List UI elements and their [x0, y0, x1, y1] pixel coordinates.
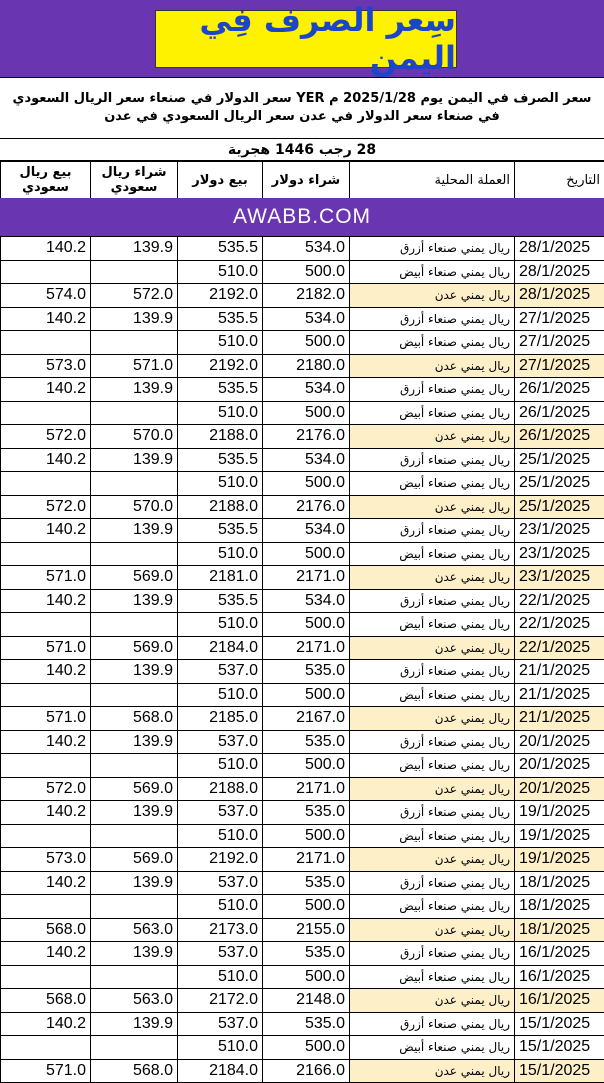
table-row	[1, 331, 604, 355]
cell-sell-usd: 535.5	[178, 519, 263, 543]
hijri-date-text: 28 رجب 1446 هجرية	[228, 142, 376, 158]
cell-buy-usd: 535.0	[263, 1012, 350, 1036]
table-row	[1, 801, 604, 825]
table-row	[1, 777, 604, 801]
table-row	[1, 284, 604, 308]
cell-buy-sar: 139.9	[91, 871, 178, 895]
header-buy-usd: شراء دولار	[263, 162, 350, 199]
cell-date: 19/1/2025	[515, 824, 604, 848]
table-row	[1, 378, 604, 402]
cell-buy-usd: 2171.0	[263, 636, 350, 660]
cell-buy-sar: 572.0	[91, 284, 178, 308]
cell-buy-sar: 569.0	[91, 636, 178, 660]
cell-date: 27/1/2025	[515, 307, 604, 331]
cell-date: 25/1/2025	[515, 448, 604, 472]
table-row	[1, 472, 604, 496]
cell-sell-sar: 573.0	[1, 354, 91, 378]
cell-sell-sar: 140.2	[1, 801, 91, 825]
cell-buy-usd: 500.0	[263, 683, 350, 707]
cell-date: 22/1/2025	[515, 589, 604, 613]
cell-sell-usd: 535.5	[178, 378, 263, 402]
cell-buy-sar	[91, 1036, 178, 1060]
table-row	[1, 942, 604, 966]
cell-date: 25/1/2025	[515, 472, 604, 496]
cell-buy-usd: 534.0	[263, 237, 350, 261]
cell-buy-sar	[91, 613, 178, 637]
cell-buy-usd: 2148.0	[263, 989, 350, 1013]
cell-currency: ريال يمني صنعاء أبيض	[350, 895, 515, 919]
cell-buy-usd: 534.0	[263, 307, 350, 331]
cell-buy-sar: 139.9	[91, 519, 178, 543]
cell-buy-usd: 535.0	[263, 801, 350, 825]
cell-buy-usd: 535.0	[263, 660, 350, 684]
cell-buy-usd: 500.0	[263, 542, 350, 566]
cell-currency: ريال يمني صنعاء أبيض	[350, 542, 515, 566]
cell-date: 15/1/2025	[515, 1012, 604, 1036]
cell-sell-usd: 537.0	[178, 1012, 263, 1036]
cell-sell-sar: 140.2	[1, 871, 91, 895]
cell-buy-usd: 500.0	[263, 472, 350, 496]
table-row	[1, 1036, 604, 1060]
watermark-text: AWABB.COM	[233, 205, 371, 229]
cell-buy-sar	[91, 401, 178, 425]
cell-buy-sar: 139.9	[91, 801, 178, 825]
cell-sell-usd: 2184.0	[178, 1059, 263, 1083]
cell-buy-usd: 535.0	[263, 730, 350, 754]
cell-buy-sar: 139.9	[91, 730, 178, 754]
cell-buy-usd: 500.0	[263, 331, 350, 355]
cell-currency: ريال يمني صنعاء أبيض	[350, 1036, 515, 1060]
cell-buy-usd: 534.0	[263, 448, 350, 472]
cell-date: 22/1/2025	[515, 636, 604, 660]
cell-sell-usd: 510.0	[178, 613, 263, 637]
cell-buy-sar: 568.0	[91, 707, 178, 731]
cell-sell-usd: 510.0	[178, 331, 263, 355]
cell-currency: ريال يمني عدن	[350, 777, 515, 801]
cell-date: 21/1/2025	[515, 660, 604, 684]
cell-buy-usd: 2176.0	[263, 495, 350, 519]
cell-sell-sar	[1, 472, 91, 496]
cell-buy-usd: 2171.0	[263, 848, 350, 872]
cell-sell-usd: 510.0	[178, 824, 263, 848]
cell-sell-usd: 2192.0	[178, 354, 263, 378]
cell-date: 23/1/2025	[515, 566, 604, 590]
cell-sell-sar: 574.0	[1, 284, 91, 308]
cell-date: 19/1/2025	[515, 848, 604, 872]
cell-sell-usd: 510.0	[178, 965, 263, 989]
cell-date: 19/1/2025	[515, 801, 604, 825]
cell-buy-usd: 500.0	[263, 895, 350, 919]
column-header	[0, 161, 604, 199]
cell-sell-usd: 510.0	[178, 1036, 263, 1060]
cell-sell-usd: 537.0	[178, 730, 263, 754]
table-row	[1, 730, 604, 754]
cell-buy-usd: 2167.0	[263, 707, 350, 731]
cell-sell-sar: 571.0	[1, 636, 91, 660]
cell-date: 18/1/2025	[515, 918, 604, 942]
cell-sell-sar: 140.2	[1, 589, 91, 613]
cell-sell-sar	[1, 895, 91, 919]
cell-buy-sar	[91, 472, 178, 496]
cell-currency: ريال يمني عدن	[350, 636, 515, 660]
cell-sell-sar	[1, 260, 91, 284]
cell-sell-usd: 2184.0	[178, 636, 263, 660]
cell-currency: ريال يمني صنعاء أزرق	[350, 448, 515, 472]
table-row	[1, 354, 604, 378]
cell-buy-sar: 139.9	[91, 237, 178, 261]
cell-currency: ريال يمني صنعاء أبيض	[350, 824, 515, 848]
table-row	[1, 613, 604, 637]
cell-currency: ريال يمني عدن	[350, 989, 515, 1013]
cell-date: 28/1/2025	[515, 237, 604, 261]
cell-sell-sar: 140.2	[1, 237, 91, 261]
cell-sell-sar: 140.2	[1, 307, 91, 331]
cell-buy-usd: 500.0	[263, 824, 350, 848]
table-row	[1, 660, 604, 684]
cell-sell-usd: 2188.0	[178, 495, 263, 519]
cell-buy-usd: 500.0	[263, 754, 350, 778]
cell-buy-sar: 563.0	[91, 989, 178, 1013]
cell-buy-sar: 139.9	[91, 307, 178, 331]
cell-date: 21/1/2025	[515, 707, 604, 731]
cell-currency: ريال يمني عدن	[350, 284, 515, 308]
cell-currency: ريال يمني صنعاء أزرق	[350, 237, 515, 261]
table-row	[1, 425, 604, 449]
cell-sell-sar: 140.2	[1, 519, 91, 543]
cell-currency: ريال يمني صنعاء أزرق	[350, 871, 515, 895]
cell-date: 26/1/2025	[515, 425, 604, 449]
cell-sell-usd: 535.5	[178, 448, 263, 472]
table-row	[1, 683, 604, 707]
cell-currency: ريال يمني عدن	[350, 707, 515, 731]
cell-date: 22/1/2025	[515, 613, 604, 637]
cell-currency: ريال يمني صنعاء أبيض	[350, 683, 515, 707]
cell-currency: ريال يمني عدن	[350, 566, 515, 590]
cell-sell-sar	[1, 965, 91, 989]
banner-title-box	[155, 10, 457, 68]
table-row	[1, 260, 604, 284]
cell-sell-sar: 140.2	[1, 660, 91, 684]
cell-sell-sar: 568.0	[1, 989, 91, 1013]
cell-sell-sar: 140.2	[1, 942, 91, 966]
cell-sell-sar	[1, 613, 91, 637]
cell-currency: ريال يمني صنعاء أزرق	[350, 519, 515, 543]
cell-sell-usd: 2188.0	[178, 425, 263, 449]
cell-date: 15/1/2025	[515, 1059, 604, 1083]
cell-date: 28/1/2025	[515, 284, 604, 308]
table-row	[1, 307, 604, 331]
table-row	[1, 495, 604, 519]
table-row	[1, 401, 604, 425]
cell-sell-usd: 510.0	[178, 754, 263, 778]
cell-buy-usd: 2166.0	[263, 1059, 350, 1083]
cell-buy-usd: 500.0	[263, 965, 350, 989]
cell-buy-sar	[91, 542, 178, 566]
cell-date: 18/1/2025	[515, 895, 604, 919]
header-date: التاريخ	[515, 162, 604, 199]
cell-buy-sar: 569.0	[91, 777, 178, 801]
cell-sell-sar: 571.0	[1, 566, 91, 590]
cell-currency: ريال يمني عدن	[350, 848, 515, 872]
header-sell-usd: بيع دولار	[178, 162, 263, 199]
cell-sell-usd: 2173.0	[178, 918, 263, 942]
cell-currency: ريال يمني صنعاء أزرق	[350, 730, 515, 754]
cell-currency: ريال يمني صنعاء أزرق	[350, 1012, 515, 1036]
cell-sell-sar: 140.2	[1, 1012, 91, 1036]
cell-buy-usd: 534.0	[263, 378, 350, 402]
cell-currency: ريال يمني عدن	[350, 1059, 515, 1083]
cell-sell-sar: 571.0	[1, 707, 91, 731]
cell-sell-usd: 510.0	[178, 895, 263, 919]
rates-table	[0, 236, 604, 1083]
cell-sell-usd: 535.5	[178, 589, 263, 613]
cell-buy-sar	[91, 260, 178, 284]
table-row	[1, 542, 604, 566]
cell-sell-usd: 2192.0	[178, 284, 263, 308]
table-row	[1, 707, 604, 731]
table-row	[1, 519, 604, 543]
cell-sell-sar	[1, 683, 91, 707]
cell-currency: ريال يمني صنعاء أبيض	[350, 754, 515, 778]
cell-date: 20/1/2025	[515, 754, 604, 778]
cell-sell-sar	[1, 542, 91, 566]
cell-currency: ريال يمني صنعاء أزرق	[350, 942, 515, 966]
cell-sell-sar	[1, 1036, 91, 1060]
table-row	[1, 848, 604, 872]
cell-date: 16/1/2025	[515, 989, 604, 1013]
cell-buy-sar	[91, 965, 178, 989]
cell-sell-usd: 2181.0	[178, 566, 263, 590]
table-row	[1, 1059, 604, 1083]
table-row	[1, 566, 604, 590]
cell-date: 15/1/2025	[515, 1036, 604, 1060]
table-row	[1, 448, 604, 472]
cell-currency: ريال يمني صنعاء أزرق	[350, 801, 515, 825]
cell-currency: ريال يمني عدن	[350, 918, 515, 942]
cell-buy-usd: 2171.0	[263, 777, 350, 801]
cell-date: 18/1/2025	[515, 871, 604, 895]
cell-buy-usd: 500.0	[263, 260, 350, 284]
cell-sell-usd: 537.0	[178, 942, 263, 966]
cell-buy-sar: 570.0	[91, 495, 178, 519]
cell-currency: ريال يمني صنعاء أزرق	[350, 660, 515, 684]
cell-sell-usd: 537.0	[178, 801, 263, 825]
cell-sell-usd: 510.0	[178, 472, 263, 496]
cell-buy-sar: 570.0	[91, 425, 178, 449]
table-row	[1, 636, 604, 660]
cell-buy-usd: 535.0	[263, 942, 350, 966]
cell-buy-sar: 569.0	[91, 566, 178, 590]
cell-currency: ريال يمني عدن	[350, 425, 515, 449]
cell-buy-usd: 500.0	[263, 613, 350, 637]
cell-buy-sar	[91, 683, 178, 707]
cell-sell-usd: 535.5	[178, 237, 263, 261]
cell-currency: ريال يمني صنعاء أبيض	[350, 401, 515, 425]
cell-currency: ريال يمني صنعاء أبيض	[350, 613, 515, 637]
hijri-date	[0, 139, 604, 161]
cell-buy-usd: 534.0	[263, 519, 350, 543]
cell-sell-sar	[1, 824, 91, 848]
table-row	[1, 895, 604, 919]
header-buy-sar: شراء ريال سعودي	[91, 162, 178, 199]
cell-sell-usd: 510.0	[178, 542, 263, 566]
cell-date: 23/1/2025	[515, 542, 604, 566]
cell-sell-sar	[1, 331, 91, 355]
cell-date: 26/1/2025	[515, 401, 604, 425]
table-row	[1, 824, 604, 848]
cell-currency: ريال يمني صنعاء أبيض	[350, 965, 515, 989]
cell-currency: ريال يمني صنعاء أزرق	[350, 307, 515, 331]
cell-buy-usd: 2176.0	[263, 425, 350, 449]
cell-currency: ريال يمني صنعاء أبيض	[350, 472, 515, 496]
cell-date: 16/1/2025	[515, 965, 604, 989]
cell-sell-usd: 510.0	[178, 260, 263, 284]
cell-buy-usd: 535.0	[263, 871, 350, 895]
cell-date: 25/1/2025	[515, 495, 604, 519]
cell-buy-sar: 139.9	[91, 448, 178, 472]
cell-buy-sar: 571.0	[91, 354, 178, 378]
cell-sell-sar: 573.0	[1, 848, 91, 872]
cell-buy-sar	[91, 824, 178, 848]
cell-date: 23/1/2025	[515, 519, 604, 543]
cell-sell-sar: 140.2	[1, 730, 91, 754]
cell-buy-usd: 2155.0	[263, 918, 350, 942]
table-row	[1, 1012, 604, 1036]
headline	[0, 77, 604, 139]
cell-buy-sar	[91, 754, 178, 778]
table-row	[1, 871, 604, 895]
cell-sell-usd: 2188.0	[178, 777, 263, 801]
cell-date: 20/1/2025	[515, 777, 604, 801]
cell-currency: ريال يمني صنعاء أزرق	[350, 378, 515, 402]
cell-sell-sar	[1, 401, 91, 425]
cell-currency: ريال يمني عدن	[350, 495, 515, 519]
table-row	[1, 989, 604, 1013]
cell-date: 26/1/2025	[515, 378, 604, 402]
cell-sell-sar: 572.0	[1, 425, 91, 449]
cell-date: 20/1/2025	[515, 730, 604, 754]
cell-buy-sar	[91, 895, 178, 919]
cell-sell-usd: 535.5	[178, 307, 263, 331]
cell-date: 21/1/2025	[515, 683, 604, 707]
cell-buy-sar: 139.9	[91, 378, 178, 402]
table-row	[1, 589, 604, 613]
table-row	[1, 918, 604, 942]
cell-sell-sar: 140.2	[1, 448, 91, 472]
cell-buy-sar: 139.9	[91, 1012, 178, 1036]
table-row	[1, 754, 604, 778]
cell-buy-sar: 139.9	[91, 660, 178, 684]
cell-buy-sar: 139.9	[91, 589, 178, 613]
cell-buy-usd: 2171.0	[263, 566, 350, 590]
cell-currency: ريال يمني عدن	[350, 354, 515, 378]
cell-currency: ريال يمني صنعاء أبيض	[350, 260, 515, 284]
cell-sell-sar: 140.2	[1, 378, 91, 402]
cell-date: 28/1/2025	[515, 260, 604, 284]
table-row	[1, 965, 604, 989]
cell-buy-usd: 2182.0	[263, 284, 350, 308]
cell-date: 27/1/2025	[515, 331, 604, 355]
banner-title: سِعر الصرف فِي اليمن	[156, 1, 456, 77]
cell-currency: ريال يمني صنعاء أزرق	[350, 589, 515, 613]
cell-buy-sar: 568.0	[91, 1059, 178, 1083]
cell-buy-usd: 2180.0	[263, 354, 350, 378]
cell-date: 27/1/2025	[515, 354, 604, 378]
cell-buy-usd: 500.0	[263, 401, 350, 425]
cell-buy-usd: 500.0	[263, 1036, 350, 1060]
cell-buy-sar: 139.9	[91, 942, 178, 966]
cell-sell-usd: 2185.0	[178, 707, 263, 731]
cell-sell-usd: 537.0	[178, 871, 263, 895]
cell-buy-sar	[91, 331, 178, 355]
cell-buy-usd: 534.0	[263, 589, 350, 613]
cell-sell-sar: 568.0	[1, 918, 91, 942]
cell-sell-sar: 572.0	[1, 777, 91, 801]
cell-buy-sar: 563.0	[91, 918, 178, 942]
table-row	[1, 237, 604, 261]
cell-sell-usd: 2192.0	[178, 848, 263, 872]
cell-sell-usd: 537.0	[178, 660, 263, 684]
cell-date: 16/1/2025	[515, 942, 604, 966]
cell-sell-usd: 510.0	[178, 401, 263, 425]
header-currency: العملة المحلية	[350, 162, 515, 199]
banner	[0, 0, 604, 77]
cell-sell-usd: 510.0	[178, 683, 263, 707]
watermark-bar	[0, 198, 604, 236]
cell-buy-sar: 569.0	[91, 848, 178, 872]
headline-text: سعر الصرف في اليمن يوم 2025/1/28 م YER سعر الدولار في صنعاء سعر الريال السعودي في صنعاء سعر الدولار في عدن سعر الريال السعودي في عدن	[0, 90, 604, 126]
cell-sell-usd: 2172.0	[178, 989, 263, 1013]
cell-sell-sar	[1, 754, 91, 778]
header-sell-sar: بيع ريال سعودي	[1, 162, 91, 199]
cell-currency: ريال يمني صنعاء أبيض	[350, 331, 515, 355]
cell-sell-sar: 571.0	[1, 1059, 91, 1083]
cell-sell-sar: 572.0	[1, 495, 91, 519]
